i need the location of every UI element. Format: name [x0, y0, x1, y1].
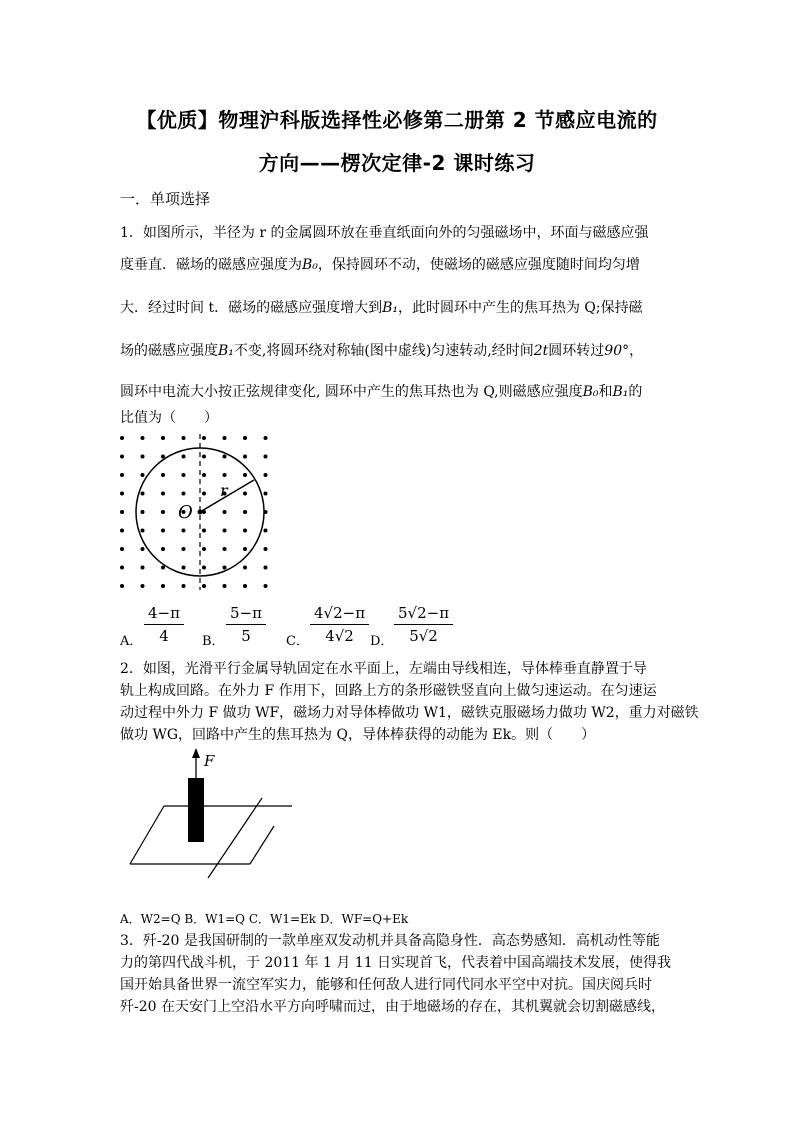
- field-dot: [243, 566, 247, 570]
- q1-text-line-5: [120, 382, 642, 402]
- field-dot: [182, 529, 186, 533]
- q1-text-line-4: [120, 341, 643, 361]
- q2-text-line-1: 2．如图，光滑平行金属导轨固定在水平面上，左端由导线相连，导体棒垂直静置于导: [120, 661, 647, 677]
- field-dot: [202, 547, 206, 551]
- field-dot: [141, 529, 145, 533]
- option-a[interactable]: [120, 630, 142, 649]
- field-dot: [141, 455, 145, 459]
- field-dot: [120, 510, 124, 514]
- q1-text: 场的磁感应强度: [120, 343, 218, 359]
- field-dot: [243, 584, 247, 588]
- q1-text-line-1: 1．如图所示，半径为 r 的金属圆环放在垂直纸面向外的匀强磁场中，环面与磁感应强: [120, 225, 649, 241]
- symbol-2t: 2t: [533, 343, 549, 359]
- field-dot: [264, 455, 268, 459]
- option-label: B．: [202, 634, 225, 649]
- field-dot: [202, 455, 206, 459]
- field-dot: [223, 473, 227, 477]
- field-dot: [120, 455, 124, 459]
- symbol-B0: B₀: [302, 257, 318, 273]
- field-dot: [120, 436, 124, 440]
- field-dot: [161, 584, 165, 588]
- option-a-fraction: [144, 604, 184, 645]
- field-dot: [182, 436, 186, 440]
- numerator: 4√2−π: [310, 604, 369, 625]
- label-F: F: [204, 752, 215, 770]
- field-dot: [223, 547, 227, 551]
- q1-text-line-6: 比值为（ ）: [120, 410, 218, 426]
- field-dot: [243, 455, 247, 459]
- field-dot: [223, 584, 227, 588]
- field-dot: [161, 529, 165, 533]
- field-dot: [141, 473, 145, 477]
- field-dot: [223, 529, 227, 533]
- symbol-90deg: 90°: [604, 343, 630, 359]
- field-dot: [264, 566, 268, 570]
- field-dot: [243, 510, 247, 514]
- option-d[interactable]: [370, 630, 393, 649]
- field-dot: [161, 566, 165, 570]
- field-dot: [161, 473, 165, 477]
- q2-text-line-4: 做功 WG，回路中产生的焦耳热为 Q，导体棒获得的动能为 Ek。则（ ）: [120, 727, 596, 743]
- field-dot: [182, 547, 186, 551]
- rail-right-diag: [250, 826, 274, 864]
- option-b[interactable]: [202, 630, 225, 649]
- field-dot: [243, 529, 247, 533]
- q1-text: 的: [628, 384, 643, 400]
- field-dot: [202, 584, 206, 588]
- field-dot: [264, 436, 268, 440]
- document-title-line-1: 【优质】物理沪科版选择性必修第二册第 2 节感应电流的: [136, 108, 658, 132]
- field-dot: [141, 510, 145, 514]
- q1-text: 度垂直．磁场的磁感应强度为: [120, 257, 302, 273]
- denominator: 4√2: [325, 627, 354, 645]
- field-dot: [120, 529, 124, 533]
- numerator: 5√2−π: [394, 604, 453, 625]
- q1-text: ，此时圆环中产生的焦耳热为 Q;保持磁: [397, 300, 643, 316]
- field-dot: [141, 492, 145, 496]
- numerator: 4−π: [144, 604, 184, 625]
- symbol-B1: B₁: [218, 343, 234, 359]
- field-dot: [264, 584, 268, 588]
- label-O: O: [178, 502, 193, 523]
- option-c-fraction: [310, 604, 369, 645]
- q1-text: 大．经过时间 t．磁场的磁感应强度增大到: [120, 300, 383, 316]
- field-dot: [161, 455, 165, 459]
- field-dot: [243, 547, 247, 551]
- label-r: r: [220, 481, 228, 500]
- field-dot: [202, 529, 206, 533]
- document-title-line-2: 方向——楞次定律-2 课时练习: [258, 151, 536, 175]
- q1-magnetic-field-figure: [112, 432, 282, 592]
- field-dot: [243, 436, 247, 440]
- field-dot: [223, 436, 227, 440]
- field-dot: [202, 436, 206, 440]
- field-dot: [161, 492, 165, 496]
- q1-options: [120, 602, 520, 652]
- field-dot: [264, 547, 268, 551]
- option-label: A．: [120, 634, 143, 649]
- field-dot: [202, 566, 206, 570]
- field-dot: [141, 566, 145, 570]
- q1-text-line-2: [120, 255, 640, 275]
- field-dot: [141, 584, 145, 588]
- field-dot: [243, 473, 247, 477]
- q2-text-line-2: 轨上构成回路。在外力 F 作用下，回路上方的条形磁铁竖直向上做匀速运动。在匀速运: [120, 683, 657, 699]
- field-dot: [182, 584, 186, 588]
- bar-magnet: [188, 778, 204, 842]
- q3-text-line-1: 3．歼-20 是我国研制的一款单座双发动机并具备高隐身性．高态势感知．高机动性等能: [120, 933, 660, 949]
- q1-text: ，: [629, 343, 644, 359]
- symbol-B0: B₀: [582, 384, 599, 400]
- force-arrow-head-icon: [192, 748, 200, 758]
- field-dot: [120, 473, 124, 477]
- q1-text: 圆环转过: [548, 343, 605, 359]
- field-dot: [120, 566, 124, 570]
- rail-left-diag: [130, 806, 164, 864]
- field-dot: [161, 510, 165, 514]
- field-dot: [264, 529, 268, 533]
- q1-text: 和: [598, 384, 613, 400]
- denominator: 4: [159, 627, 169, 645]
- q1-text-line-3: [120, 298, 643, 318]
- q2-options: A．W2=Q B．W1=Q C．W1=Ek D．WF=Q+Ek: [120, 912, 409, 926]
- field-dot: [182, 492, 186, 496]
- field-dot: [182, 455, 186, 459]
- field-dot: [243, 492, 247, 496]
- option-label: D．: [370, 634, 394, 649]
- q1-text: ，保持圆环不动，使磁场的磁感应强度随时间均匀增: [317, 257, 640, 273]
- center-point: [198, 510, 203, 515]
- option-d-fraction: [394, 604, 453, 645]
- q3-text-line-2: 力的第四代战斗机，于 2011 年 1 月 11 日实现首飞，代表着中国高端技术发展，使得我: [120, 955, 672, 971]
- numerator: 5−π: [226, 604, 266, 625]
- symbol-B1: B₁: [612, 384, 629, 400]
- field-dot: [264, 473, 268, 477]
- field-dot: [120, 547, 124, 551]
- field-dots: [120, 436, 268, 588]
- q2-text-line-3: 动过程中外力 F 做功 WF，磁场力对导体棒做功 W1，磁铁克服磁场力做功 W2，重力对磁铁: [120, 705, 699, 721]
- field-dot: [141, 436, 145, 440]
- field-dot: [182, 473, 186, 477]
- q3-text-line-3: 国开始具备世界一流空军实力，能够和任何敌人进行同代同水平空中对抗。国庆阅兵时: [120, 977, 652, 993]
- field-dot: [120, 492, 124, 496]
- q1-text: 圆环中电流大小按正弦规律变化, 圆环中产生的焦耳热也为 Q,则磁感应强度: [120, 384, 583, 400]
- q2-magnet-rail-figure: [126, 748, 296, 888]
- field-dot: [161, 547, 165, 551]
- symbol-B1: B₁: [382, 300, 398, 316]
- q3-text-line-4: 歼-20 在天安门上空沿水平方向呼啸而过，由于地磁场的存在，其机翼就会切割磁感线，: [120, 999, 665, 1015]
- field-dot: [202, 473, 206, 477]
- q1-text: 不变,将圆环绕对称轴(图中虚线)匀速转动,经时间: [233, 343, 534, 359]
- option-c[interactable]: [286, 630, 309, 649]
- field-dot: [223, 566, 227, 570]
- conductor-rod: [208, 798, 262, 878]
- option-b-fraction: [226, 604, 266, 645]
- field-dot: [223, 510, 227, 514]
- field-dot: [202, 492, 206, 496]
- denominator: 5√2: [409, 627, 438, 645]
- field-dot: [223, 455, 227, 459]
- section-heading: 一．单项选择: [120, 190, 211, 208]
- field-dot: [120, 584, 124, 588]
- option-label: C．: [286, 634, 309, 649]
- field-dot: [264, 492, 268, 496]
- field-dot: [141, 547, 145, 551]
- field-dot: [182, 566, 186, 570]
- denominator: 5: [241, 627, 251, 645]
- field-dot: [161, 436, 165, 440]
